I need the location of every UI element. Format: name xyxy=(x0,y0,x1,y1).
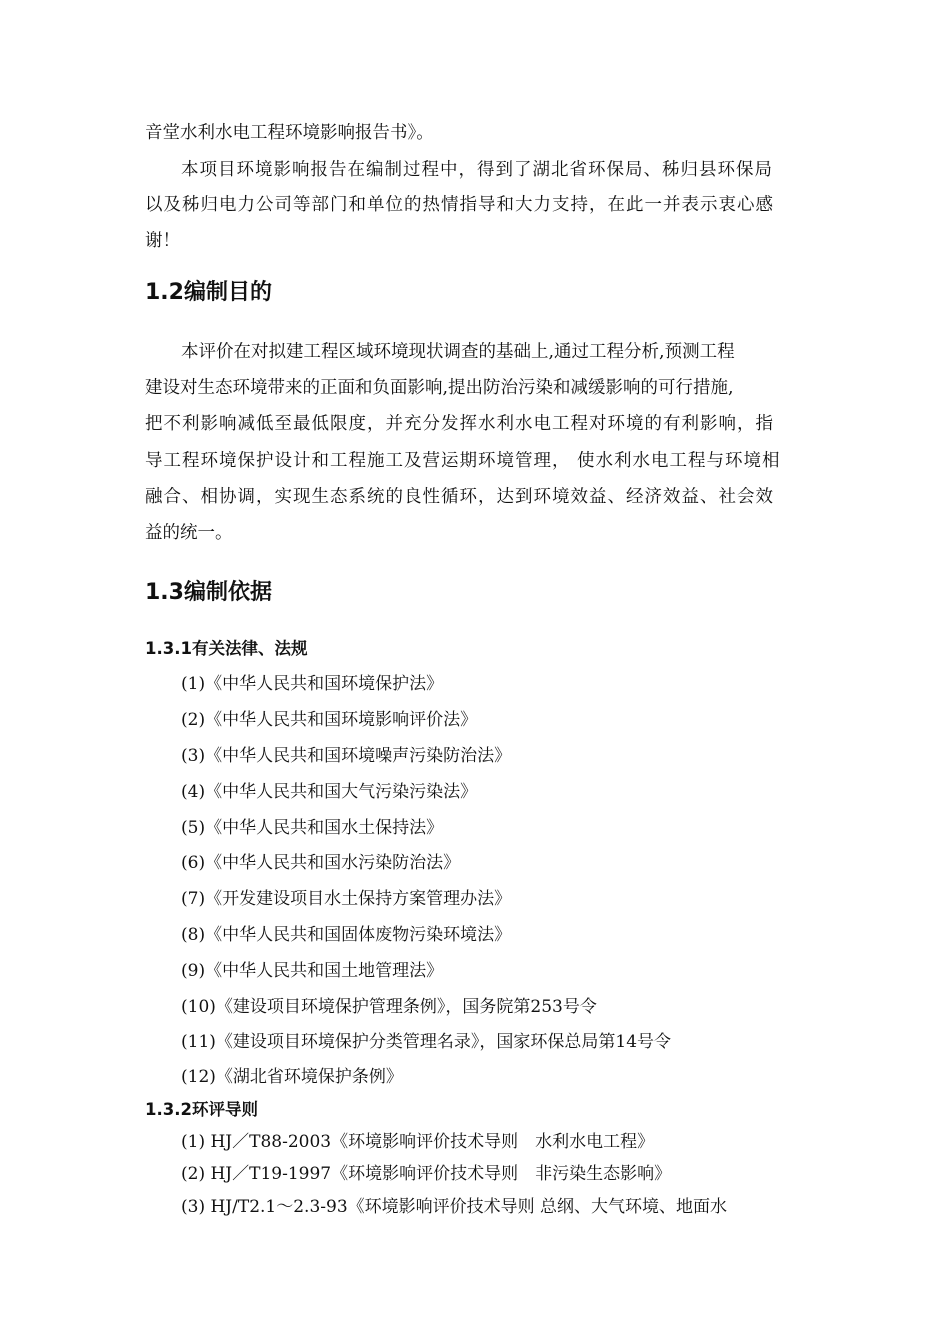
purpose-line-5: 融合、相协调，实现生态系统的良性循环，达到环境效益、经济效益、社会效 xyxy=(145,487,774,507)
law-item: (6)《中华人民共和国水污染防治法》 xyxy=(181,853,461,873)
subsection-heading-1-3-1: 1.3.1有关法律、法规 xyxy=(145,639,308,658)
intro-line-2: 本项目环境影响报告在编制过程中，得到了湖北省环保局、秭归县环保局 xyxy=(181,160,773,180)
law-item: (11)《建设项目环境保护分类管理名录》，国家环保总局第14号令 xyxy=(181,1032,672,1052)
intro-line-3: 以及秭归电力公司等部门和单位的热情指导和大力支持，在此一并表示衷心感 xyxy=(145,195,774,215)
law-item: (7)《开发建设项目水土保持方案管理办法》 xyxy=(181,889,512,909)
intro-line-1: 音堂水利水电工程环境影响报告书》。 xyxy=(145,123,434,143)
law-item: (2)《中华人民共和国环境影响评价法》 xyxy=(181,710,478,730)
subsection-heading-1-3-2: 1.3.2环评导则 xyxy=(145,1100,258,1119)
law-item: (5)《中华人民共和国水土保持法》 xyxy=(181,818,444,838)
purpose-line-3: 把不利影响减低至最低限度，并充分发挥水利水电工程对环境的有利影响，指 xyxy=(145,414,774,434)
section-heading-1-3: 1.3编制依据 xyxy=(145,580,272,605)
law-item: (9)《中华人民共和国土地管理法》 xyxy=(181,961,444,981)
purpose-line-1: 本评价在对拟建工程区域环境现状调查的基础上,通过工程分析,预测工程 xyxy=(181,342,735,362)
law-item: (4)《中华人民共和国大气污染污染法》 xyxy=(181,782,478,802)
law-item: (8)《中华人民共和国固体废物污染环境法》 xyxy=(181,925,512,945)
guideline-item: (1) HJ／T88-2003《环境影响评价技术导则 水利水电工程》 xyxy=(181,1132,655,1152)
purpose-line-6: 益的统一。 xyxy=(145,523,233,543)
law-item: (12)《湖北省环境保护条例》 xyxy=(181,1067,403,1087)
section-heading-1-2: 1.2编制目的 xyxy=(145,280,272,305)
purpose-line-2: 建设对生态环境带来的正面和负面影响,提出防治污染和减缓影响的可行措施, xyxy=(145,378,734,398)
guideline-item: (3) HJ/T2.1～2.3-93《环境影响评价技术导则 总纲、大气环境、地面水 xyxy=(181,1197,728,1217)
law-item: (1)《中华人民共和国环境保护法》 xyxy=(181,674,444,694)
law-item: (10)《建设项目环境保护管理条例》，国务院第253号令 xyxy=(181,997,597,1017)
guideline-item: (2) HJ／T19-1997《环境影响评价技术导则 非污染生态影响》 xyxy=(181,1164,672,1184)
purpose-line-4: 导工程环境保护设计和工程施工及营运期环境管理， 使水利水电工程与环境相 xyxy=(145,451,781,471)
intro-line-4: 谢！ xyxy=(145,231,180,251)
law-item: (3)《中华人民共和国环境噪声污染防治法》 xyxy=(181,746,512,766)
